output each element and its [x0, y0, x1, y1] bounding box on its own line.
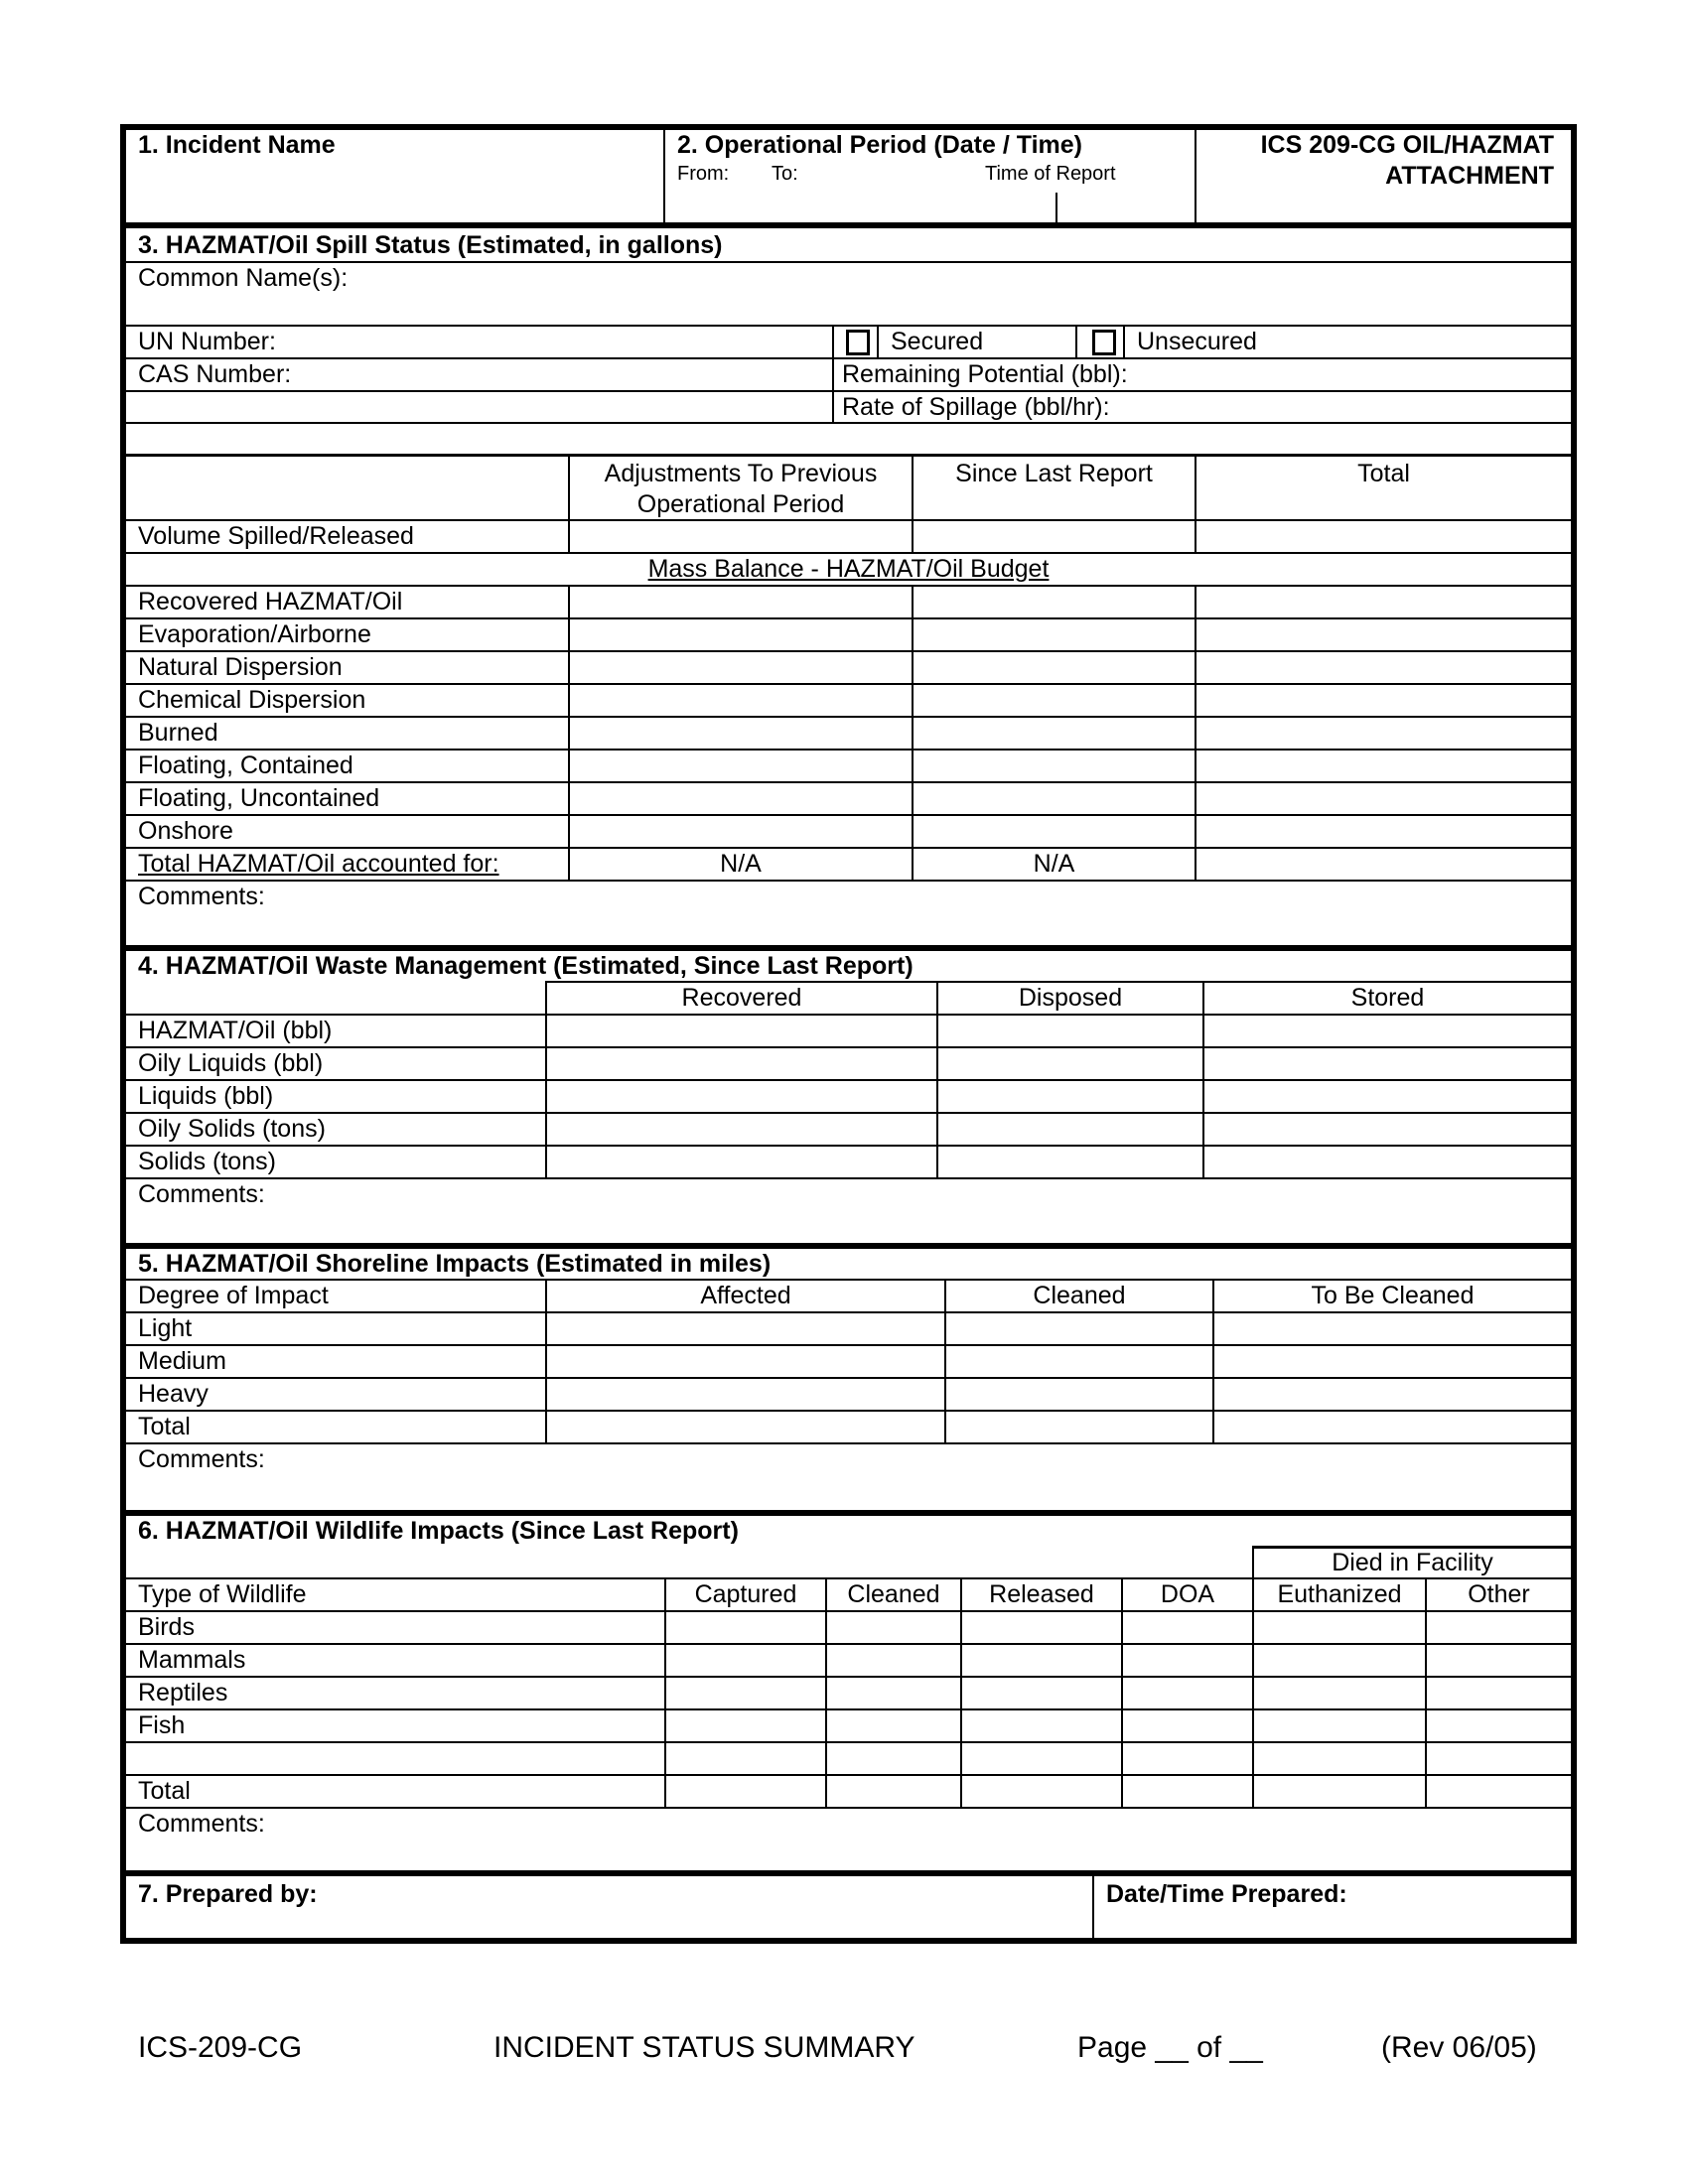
col-recovered: Recovered — [681, 984, 802, 1012]
row-label: Oily Solids (tons) — [138, 1115, 326, 1143]
footer-form-name: INCIDENT STATUS SUMMARY — [493, 2031, 915, 2064]
divider — [126, 1112, 1571, 1114]
divider — [126, 1344, 1571, 1346]
common-names-label: Common Name(s): — [138, 264, 349, 292]
comments-label: Comments: — [138, 1445, 265, 1473]
divider — [1055, 193, 1057, 224]
col-cleaned: Cleaned — [847, 1580, 940, 1608]
col-adjustments-line1: Adjustments To Previous — [604, 460, 878, 487]
mass-balance-label: Mass Balance - HAZMAT/Oil Budget — [647, 555, 1050, 583]
col-other: Other — [1468, 1580, 1530, 1608]
from-label: From: — [677, 163, 730, 185]
volume-spilled-label: Volume Spilled/Released — [138, 522, 414, 550]
col-euthanized: Euthanized — [1277, 1580, 1402, 1608]
divider — [126, 1708, 1571, 1710]
prepared-by-field[interactable] — [138, 1908, 1081, 1938]
section3-title: 3. HAZMAT/Oil Spill Status (Estimated, in gallons) — [138, 231, 723, 259]
col-degree-of-impact: Degree of Impact — [138, 1282, 329, 1309]
section4-title: 4. HAZMAT/Oil Waste Management (Estimated, Since Last Report) — [138, 952, 914, 980]
divider — [126, 1014, 1571, 1016]
divider — [126, 325, 1571, 327]
remaining-potential-label: Remaining Potential (bbl): — [842, 360, 1128, 388]
incident-name-field[interactable] — [138, 164, 654, 218]
row-label: Liquids (bbl) — [138, 1082, 274, 1110]
divider — [1123, 326, 1125, 358]
comments-label: Comments: — [138, 1810, 265, 1838]
comments-label: Comments: — [138, 883, 265, 910]
comments-label: Comments: — [138, 1180, 265, 1208]
divider — [1092, 1874, 1094, 1940]
row-label: Floating, Uncontained — [138, 784, 380, 812]
col-since-last-report: Since Last Report — [955, 460, 1153, 487]
row-label: Fish — [138, 1711, 186, 1739]
section6-comments-field[interactable] — [138, 1839, 1558, 1868]
section4-comments-field[interactable] — [138, 1209, 1558, 1241]
col-type-of-wildlife: Type of Wildlife — [138, 1580, 307, 1608]
divider — [126, 1046, 1571, 1048]
row-label: Recovered HAZMAT/Oil — [138, 588, 403, 615]
col-adjustments-line2: Operational Period — [636, 490, 845, 518]
row-label: Burned — [138, 719, 218, 747]
divider — [832, 326, 834, 423]
col-disposed: Disposed — [1018, 984, 1123, 1012]
total-adjust-value: N/A — [720, 850, 762, 878]
divider — [126, 1177, 1571, 1179]
rate-of-spillage-label: Rate of Spillage (bbl/hr): — [842, 393, 1110, 421]
date-time-prepared-field[interactable] — [1106, 1908, 1563, 1938]
row-label: Birds — [138, 1613, 195, 1641]
footer-page-number: Page __ of __ — [1077, 2031, 1263, 2064]
divider — [663, 130, 665, 224]
operational-period-field[interactable] — [677, 189, 1045, 222]
divider — [126, 1410, 1571, 1412]
section5-comments-field[interactable] — [138, 1474, 1558, 1508]
form-title-line1: ICS 209-CG OIL/HAZMAT — [1260, 131, 1554, 159]
divider — [126, 1643, 1571, 1645]
col-stored: Stored — [1350, 984, 1425, 1012]
section-divider — [120, 222, 1577, 228]
custom-wildlife-field[interactable] — [138, 1743, 654, 1774]
divider — [1195, 130, 1196, 224]
row-label: Solids (tons) — [138, 1148, 276, 1175]
row-label: Light — [138, 1314, 193, 1342]
row-label: Medium — [138, 1347, 226, 1375]
unsecured-label: Unsecured — [1137, 328, 1257, 355]
form-title-line2: ATTACHMENT — [1385, 162, 1554, 190]
col-total: Total — [1357, 460, 1410, 487]
row-label: Natural Dispersion — [138, 653, 343, 681]
divider — [877, 326, 879, 358]
row-label: Total — [138, 1413, 191, 1440]
section5-title: 5. HAZMAT/Oil Shoreline Impacts (Estimated in miles) — [138, 1250, 772, 1278]
incident-name-label: 1. Incident Name — [138, 131, 336, 159]
divider — [126, 716, 1571, 718]
divider — [126, 814, 1571, 816]
divider — [126, 1610, 1571, 1612]
divider — [1075, 326, 1077, 358]
section-divider — [120, 1870, 1577, 1876]
divider — [126, 650, 1571, 652]
time-of-report-label: Time of Report — [985, 163, 1116, 185]
section6-title: 6. HAZMAT/Oil Wildlife Impacts (Since Last Report) — [138, 1517, 739, 1545]
divider — [126, 1676, 1571, 1678]
secured-checkbox[interactable] — [846, 330, 870, 355]
divider — [126, 1377, 1571, 1379]
divider — [126, 1311, 1571, 1313]
divider — [126, 1145, 1571, 1147]
total-accounted-label: Total HAZMAT/Oil accounted for: — [138, 850, 499, 878]
to-label: To: — [772, 163, 798, 185]
row-label: Chemical Dispersion — [138, 686, 366, 714]
col-doa: DOA — [1160, 1580, 1215, 1608]
col-captured: Captured — [694, 1580, 797, 1608]
section3-comments-field[interactable] — [138, 911, 1558, 943]
common-names-field[interactable] — [138, 293, 1558, 323]
divider — [126, 1442, 1571, 1444]
prepared-by-label: 7. Prepared by: — [138, 1880, 318, 1908]
divider — [126, 422, 1571, 424]
operational-period-label: 2. Operational Period (Date / Time) — [677, 131, 1082, 159]
row-label: Mammals — [138, 1646, 246, 1674]
col-released: Released — [989, 1580, 1094, 1608]
footer-revision: (Rev 06/05) — [1381, 2031, 1537, 2064]
divider — [126, 1079, 1571, 1081]
time-of-report-field[interactable] — [1060, 189, 1190, 222]
row-label: Onshore — [138, 817, 233, 845]
died-in-facility-label: Died in Facility — [1332, 1549, 1493, 1576]
divider — [126, 1774, 1571, 1776]
col-affected: Affected — [700, 1282, 791, 1309]
row-label: Evaporation/Airborne — [138, 620, 371, 648]
divider — [126, 880, 1571, 882]
date-time-prepared-label: Date/Time Prepared: — [1106, 1880, 1347, 1908]
row-label: Reptiles — [138, 1679, 228, 1706]
footer-form-id: ICS-209-CG — [138, 2031, 303, 2064]
total-since-value: N/A — [1033, 850, 1075, 878]
row-label: Total — [138, 1777, 191, 1805]
secured-label: Secured — [891, 328, 984, 355]
row-label: HAZMAT/Oil (bbl) — [138, 1017, 333, 1044]
col-to-be-cleaned: To Be Cleaned — [1311, 1282, 1475, 1309]
un-number-label: UN Number: — [138, 328, 276, 355]
cas-number-label: CAS Number: — [138, 360, 292, 388]
divider — [126, 1807, 1571, 1809]
row-label: Floating, Contained — [138, 751, 353, 779]
unsecured-checkbox[interactable] — [1092, 330, 1116, 355]
row-label: Heavy — [138, 1380, 209, 1408]
divider — [126, 454, 1571, 457]
col-cleaned: Cleaned — [1033, 1282, 1126, 1309]
row-label: Oily Liquids (bbl) — [138, 1049, 324, 1077]
